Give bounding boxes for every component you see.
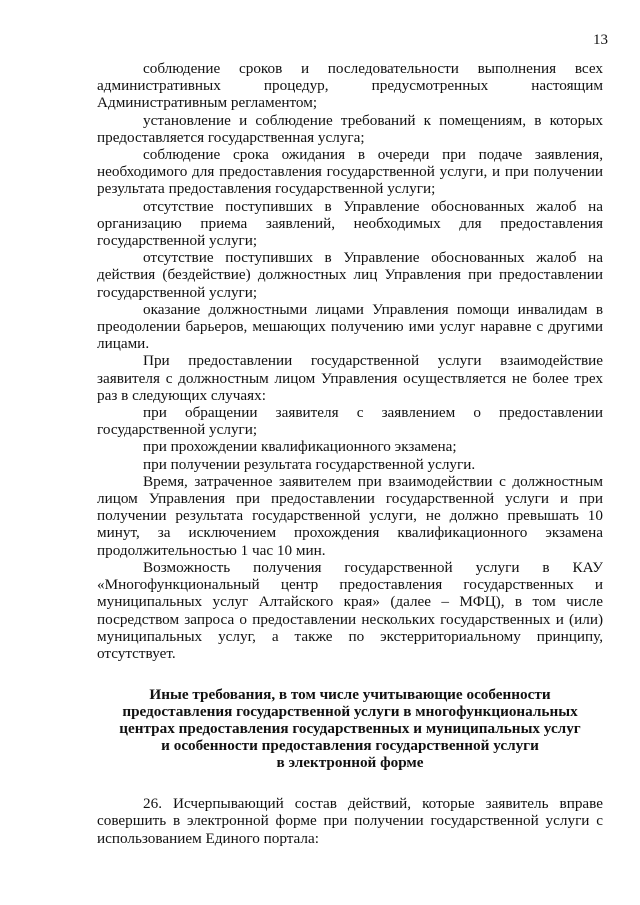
paragraph: Возможность получения государственной услуги в КАУ «Многофункциональный центр предоставления государственных и муниципальных услуг Алтайского края» (далее – МФЦ), в том числе посредством запроса о предоставлении нескольких государственных и (или) муниципальных услуг, а также по экстерриториальному принципу, отсутствует. xyxy=(97,558,603,662)
section-heading-line: Иные требования, в том числе учитывающие особенности xyxy=(149,686,551,704)
paragraph: при получении результата государственной услуги. xyxy=(143,455,476,473)
numbered-item-26: 26. Исчерпывающий состав действий, которые заявитель вправе совершить в электронной форме при получении государственной услуги с использованием Единого портала: xyxy=(97,795,603,847)
paragraph: отсутствие поступивших в Управление обоснованных жалоб на организацию приема заявлений, необходимых для предоставления государственной услуги; xyxy=(97,197,603,250)
paragraph: отсутствие поступивших в Управление обоснованных жалоб на действия (бездействие) должностных лиц Управления при предоставлении государственной услуги; xyxy=(97,249,603,301)
paragraph: установление и соблюдение требований к помещениям, в которых предоставляется государственная услуга; xyxy=(97,111,603,146)
paragraph: при прохождении квалификационного экзамена; xyxy=(143,438,457,456)
paragraph: соблюдение сроков и последовательности выполнения всех административных процедур, предусмотренных настоящим Административным регламентом; xyxy=(97,60,603,112)
paragraph: Время, затраченное заявителем при взаимодействии с должностным лицом Управления при предоставлении государственной услуги и при получении результата государственной услуги, не должно превышать 10 минут, за исключением прохождения квалификационного экзамена продолжительностью 1 час 10 мин. xyxy=(97,472,603,559)
section-heading-line: центрах предоставления государственных и муниципальных услуг xyxy=(119,720,581,738)
section-heading-line: предоставления государственной услуги в многофункциональных xyxy=(122,703,578,721)
section-heading xyxy=(97,686,603,771)
document-body xyxy=(97,60,603,847)
section-heading-line: и особенности предоставления государственной услуги xyxy=(161,737,539,755)
paragraph: при обращении заявителя с заявлением о предоставлении государственной услуги; xyxy=(97,404,603,439)
paragraph: соблюдение срока ожидания в очереди при подаче заявления, необходимого для предоставления государственной услуги, и при получении результата предоставления государственной услуги; xyxy=(97,146,603,198)
paragraph: оказание должностными лицами Управления помощи инвалидам в преодолении барьеров, мешающих получению ими услуг наравне с другими лицами. xyxy=(97,300,603,353)
paragraph: При предоставлении государственной услуги взаимодействие заявителя с должностным лицом Управления осуществляется не более трех раз в следующих случаях: xyxy=(97,352,603,404)
page-number: 13 xyxy=(593,32,608,48)
section-heading-line: в электронной форме xyxy=(276,754,424,772)
